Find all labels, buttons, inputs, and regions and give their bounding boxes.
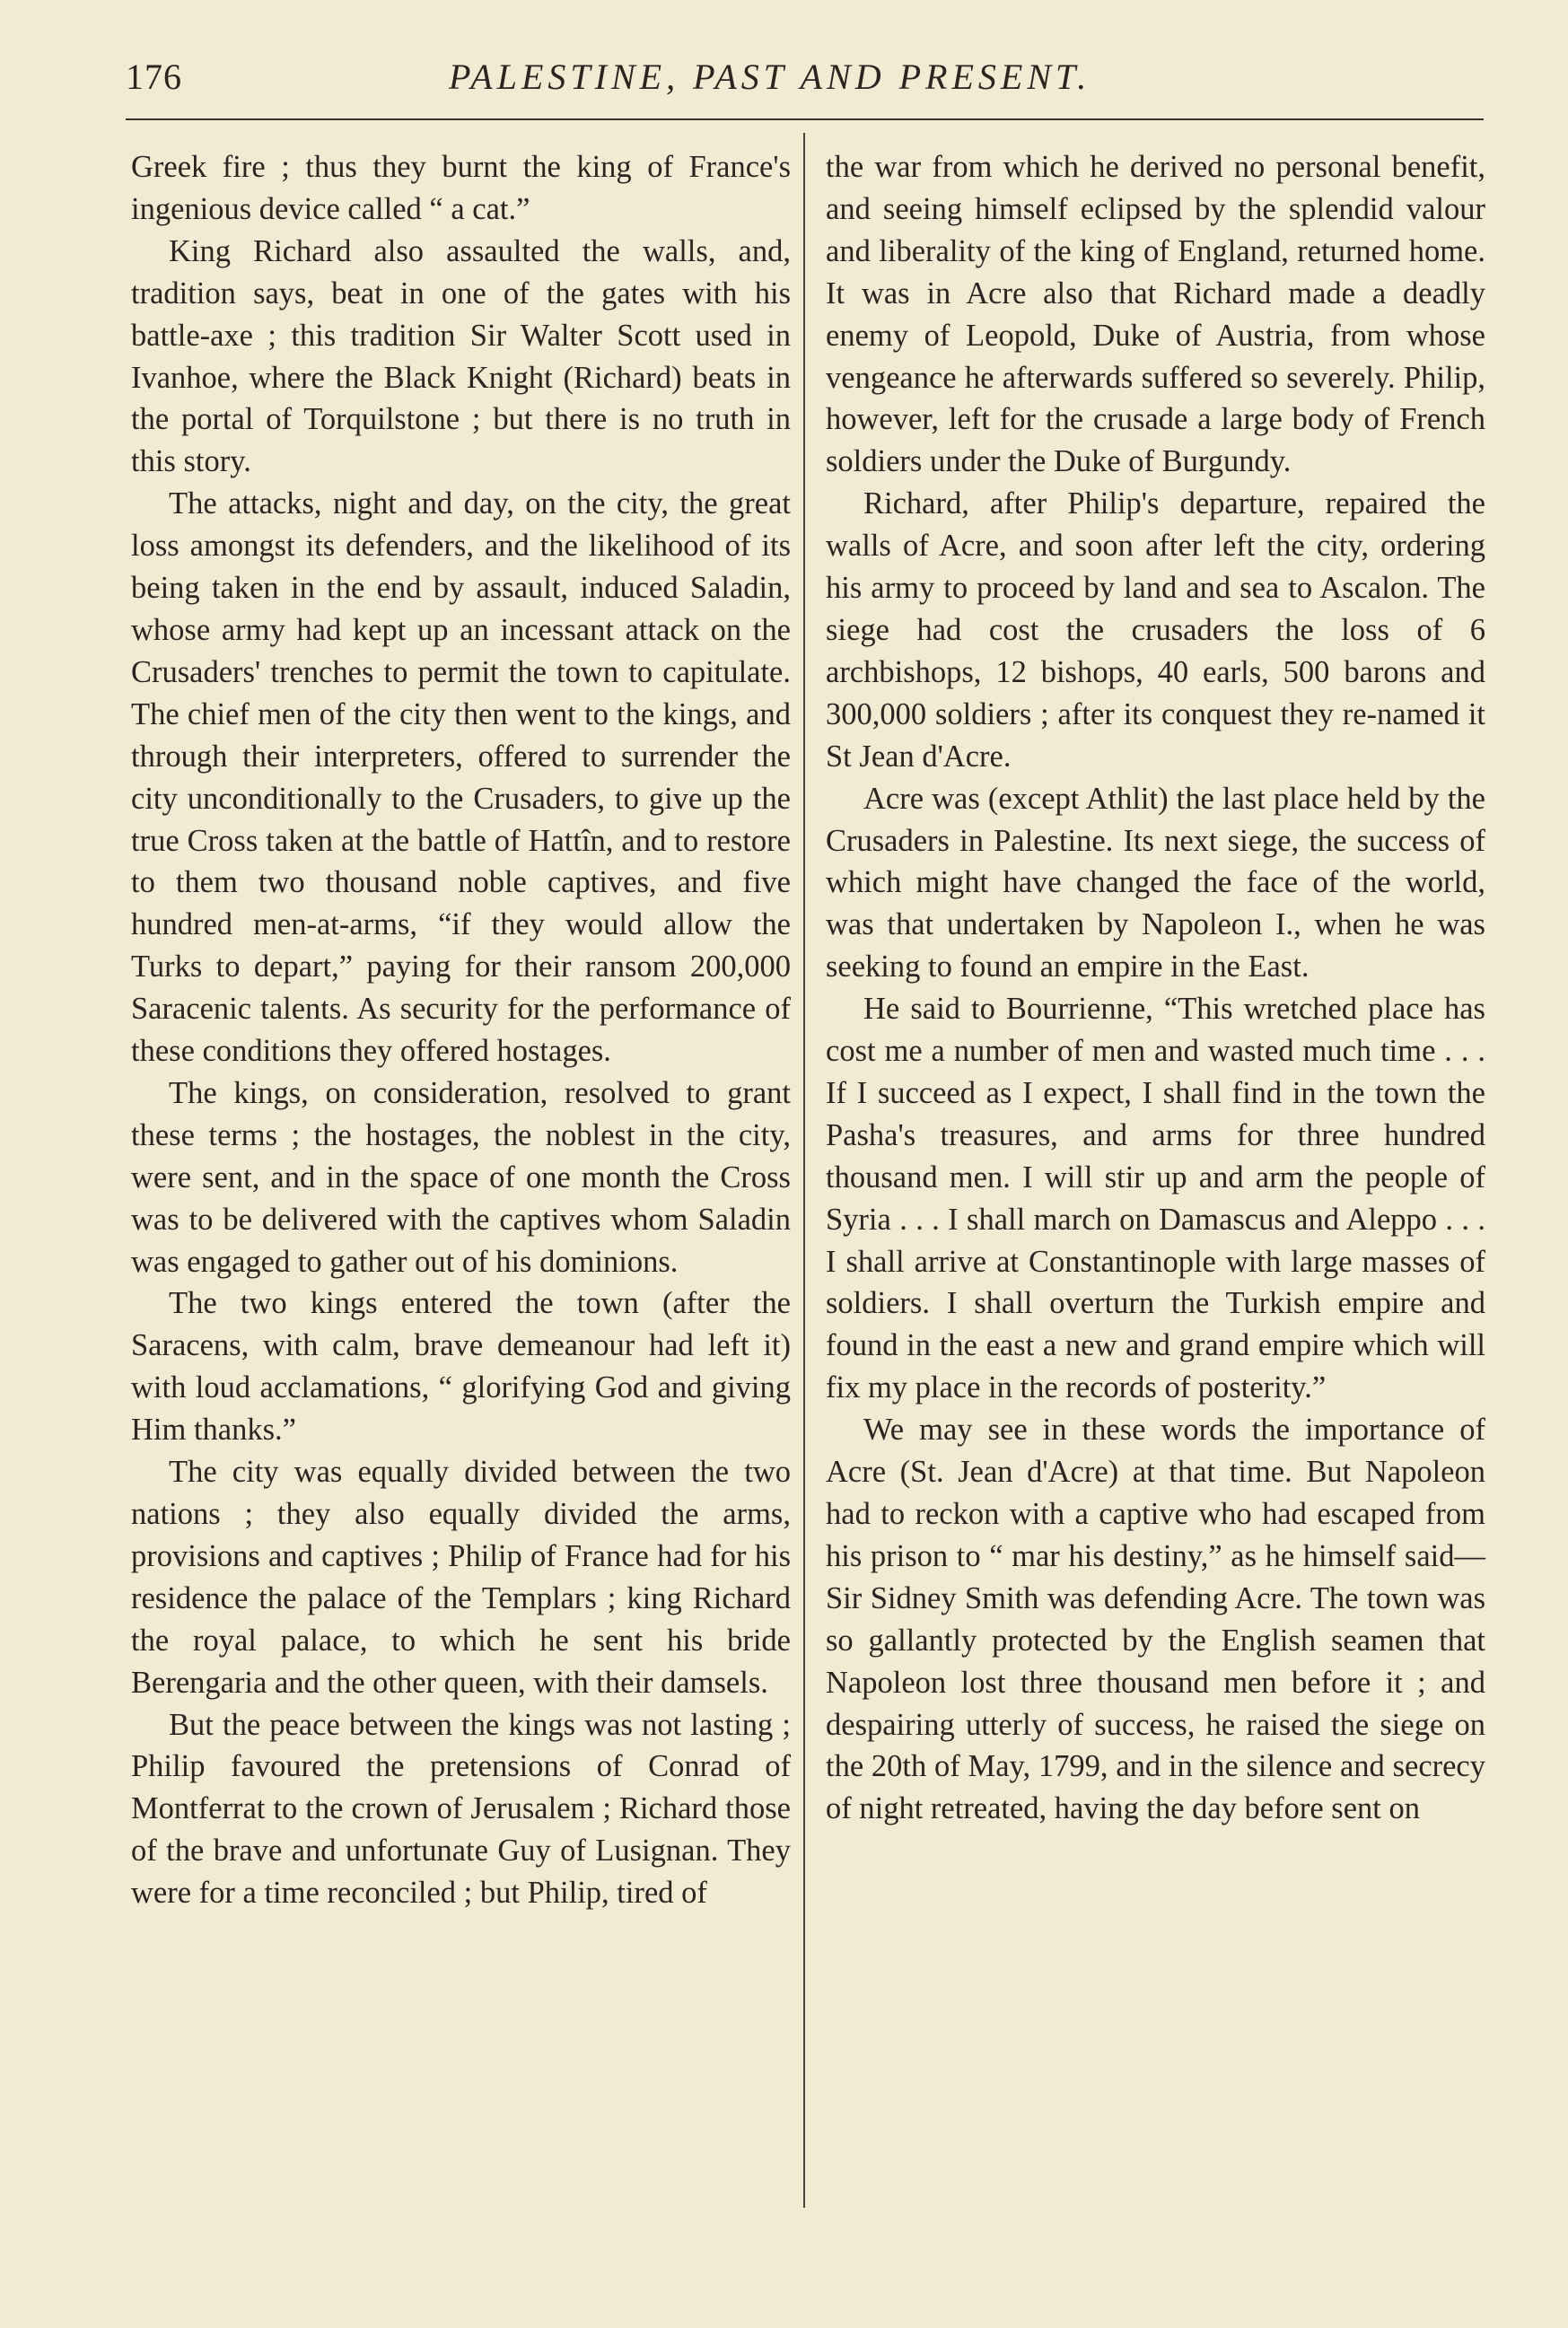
page-number: 176 <box>126 57 182 97</box>
header-rule <box>126 118 1484 120</box>
paragraph: The attacks, night and day, on the city, the great loss amongst its defenders, and the likelihood of its being taken in the end by assault, induced Saladin, whose army had kept up an incessant attack on the Crusaders' trenches to permit the town to capitulate. The chief men of the city then went to the kings, and through their interpreters, offered to surrender the city unconditionally to the Crusaders, to give up the true Cross taken at the battle of Hattîn, and to restore to them two thousand noble captives, and five hundred men-at-arms, “if they would allow the Turks to depart,” paying for their ransom 200,000 Saracenic talents. As security for the performance of these conditions they offered hostages. <box>131 486 791 1069</box>
paragraph: We may see in these words the importance of Acre (St. Jean d'Acre) at that time. But Napoleon had to reckon with a captive who had escaped from his prison to “ mar his destiny,” as he himself said—Sir Sidney Smith was defending Acre. The town was so gallantly protected by the English seamen that Napoleon lost three thousand men before it ; and despairing utterly of success, he raised the siege on the 20th of May, 1799, and in the silence and secrecy of night retreated, having the day before sent on <box>826 1413 1485 1826</box>
paragraph: But the peace between the kings was not lasting ; Philip favoured the pretensions of Conrad of Montferrat to the crown of Jerusalem ; Richard those of the brave and unfortunate Guy of Lusignan. They were for a time reconciled ; but Philip, tired of <box>131 1707 791 1911</box>
paragraph: the war from which he derived no personal benefit, and seeing himself eclipsed by the splendid valour and liberality of the king of England, returned home. It was in Acre also that Richard made a deadly enemy of Leopold, Duke of Austria, from whose vengeance he afterwards suffered so severely. Philip, however, left for the crusade a large body of French soldiers under the Duke of Burgundy. <box>826 150 1485 479</box>
paragraph: The kings, on consideration, resolved to grant these terms ; the hostages, the noblest in the city, were sent, and in the space of one month the Cross was to be delivered with the captives whom Saladin was engaged to gather out of his dominions. <box>131 1075 791 1279</box>
paragraph: The two kings entered the town (after the Saracens, with calm, brave demeanour had left it) with loud acclamations, “ glorifying God and giving Him thanks.” <box>131 1286 791 1448</box>
paragraph: Richard, after Philip's departure, repaired the walls of Acre, and soon after left the city, ordering his army to proceed by land and sea to Ascalon. The siege had cost the crusaders the loss of 6 archbishops, 12 bishops, 40 earls, 500 barons and 300,000 soldiers ; after its conquest they re-named it St Jean d'Acre. <box>826 486 1485 774</box>
paragraph: He said to Bourrienne, “This wretched place has cost me a number of men and wasted much time . . . If I succeed as I expect, I shall find in the town the Pasha's treasures, and arms for three hundred thousand men. I will stir up and arm the people of Syria . . . I shall march on Damascus and Aleppo . . . I shall arrive at Constantinople with large masses of soldiers. I shall overturn the Turkish empire and found in the east a new and grand empire which will fix my place in the records of posterity.” <box>826 992 1485 1405</box>
page-header <box>126 56 1481 109</box>
paragraph: Greek fire ; thus they burnt the king of France's ingenious device called “ a cat.” <box>131 150 791 226</box>
paragraph: The city was equally divided between the two nations ; they also equally divided the arms, provisions and captives ; Philip of France had for his residence the palace of the Templars ; king Richard the royal palace, to which he sent his bride Berengaria and the other queen, with their damsels. <box>131 1455 791 1700</box>
left-column <box>131 146 791 1914</box>
paragraph: King Richard also assaulted the walls, and, tradition says, beat in one of the gates with his battle-axe ; this tradition Sir Walter Scott used in Ivanhoe, where the Black Knight (Richard) beats in the portal of Torquilstone ; but there is no truth in this story. <box>131 233 791 479</box>
running-title: PALESTINE, PAST AND PRESENT. <box>449 57 1091 97</box>
column-divider <box>803 133 805 2208</box>
paragraph: Acre was (except Athlit) the last place held by the Crusaders in Palestine. Its next siege, the success of which might have changed the face of the world, was that undertaken by Napoleon I., when he was seeking to found an empire in the East. <box>826 781 1485 985</box>
right-column <box>826 146 1485 1830</box>
